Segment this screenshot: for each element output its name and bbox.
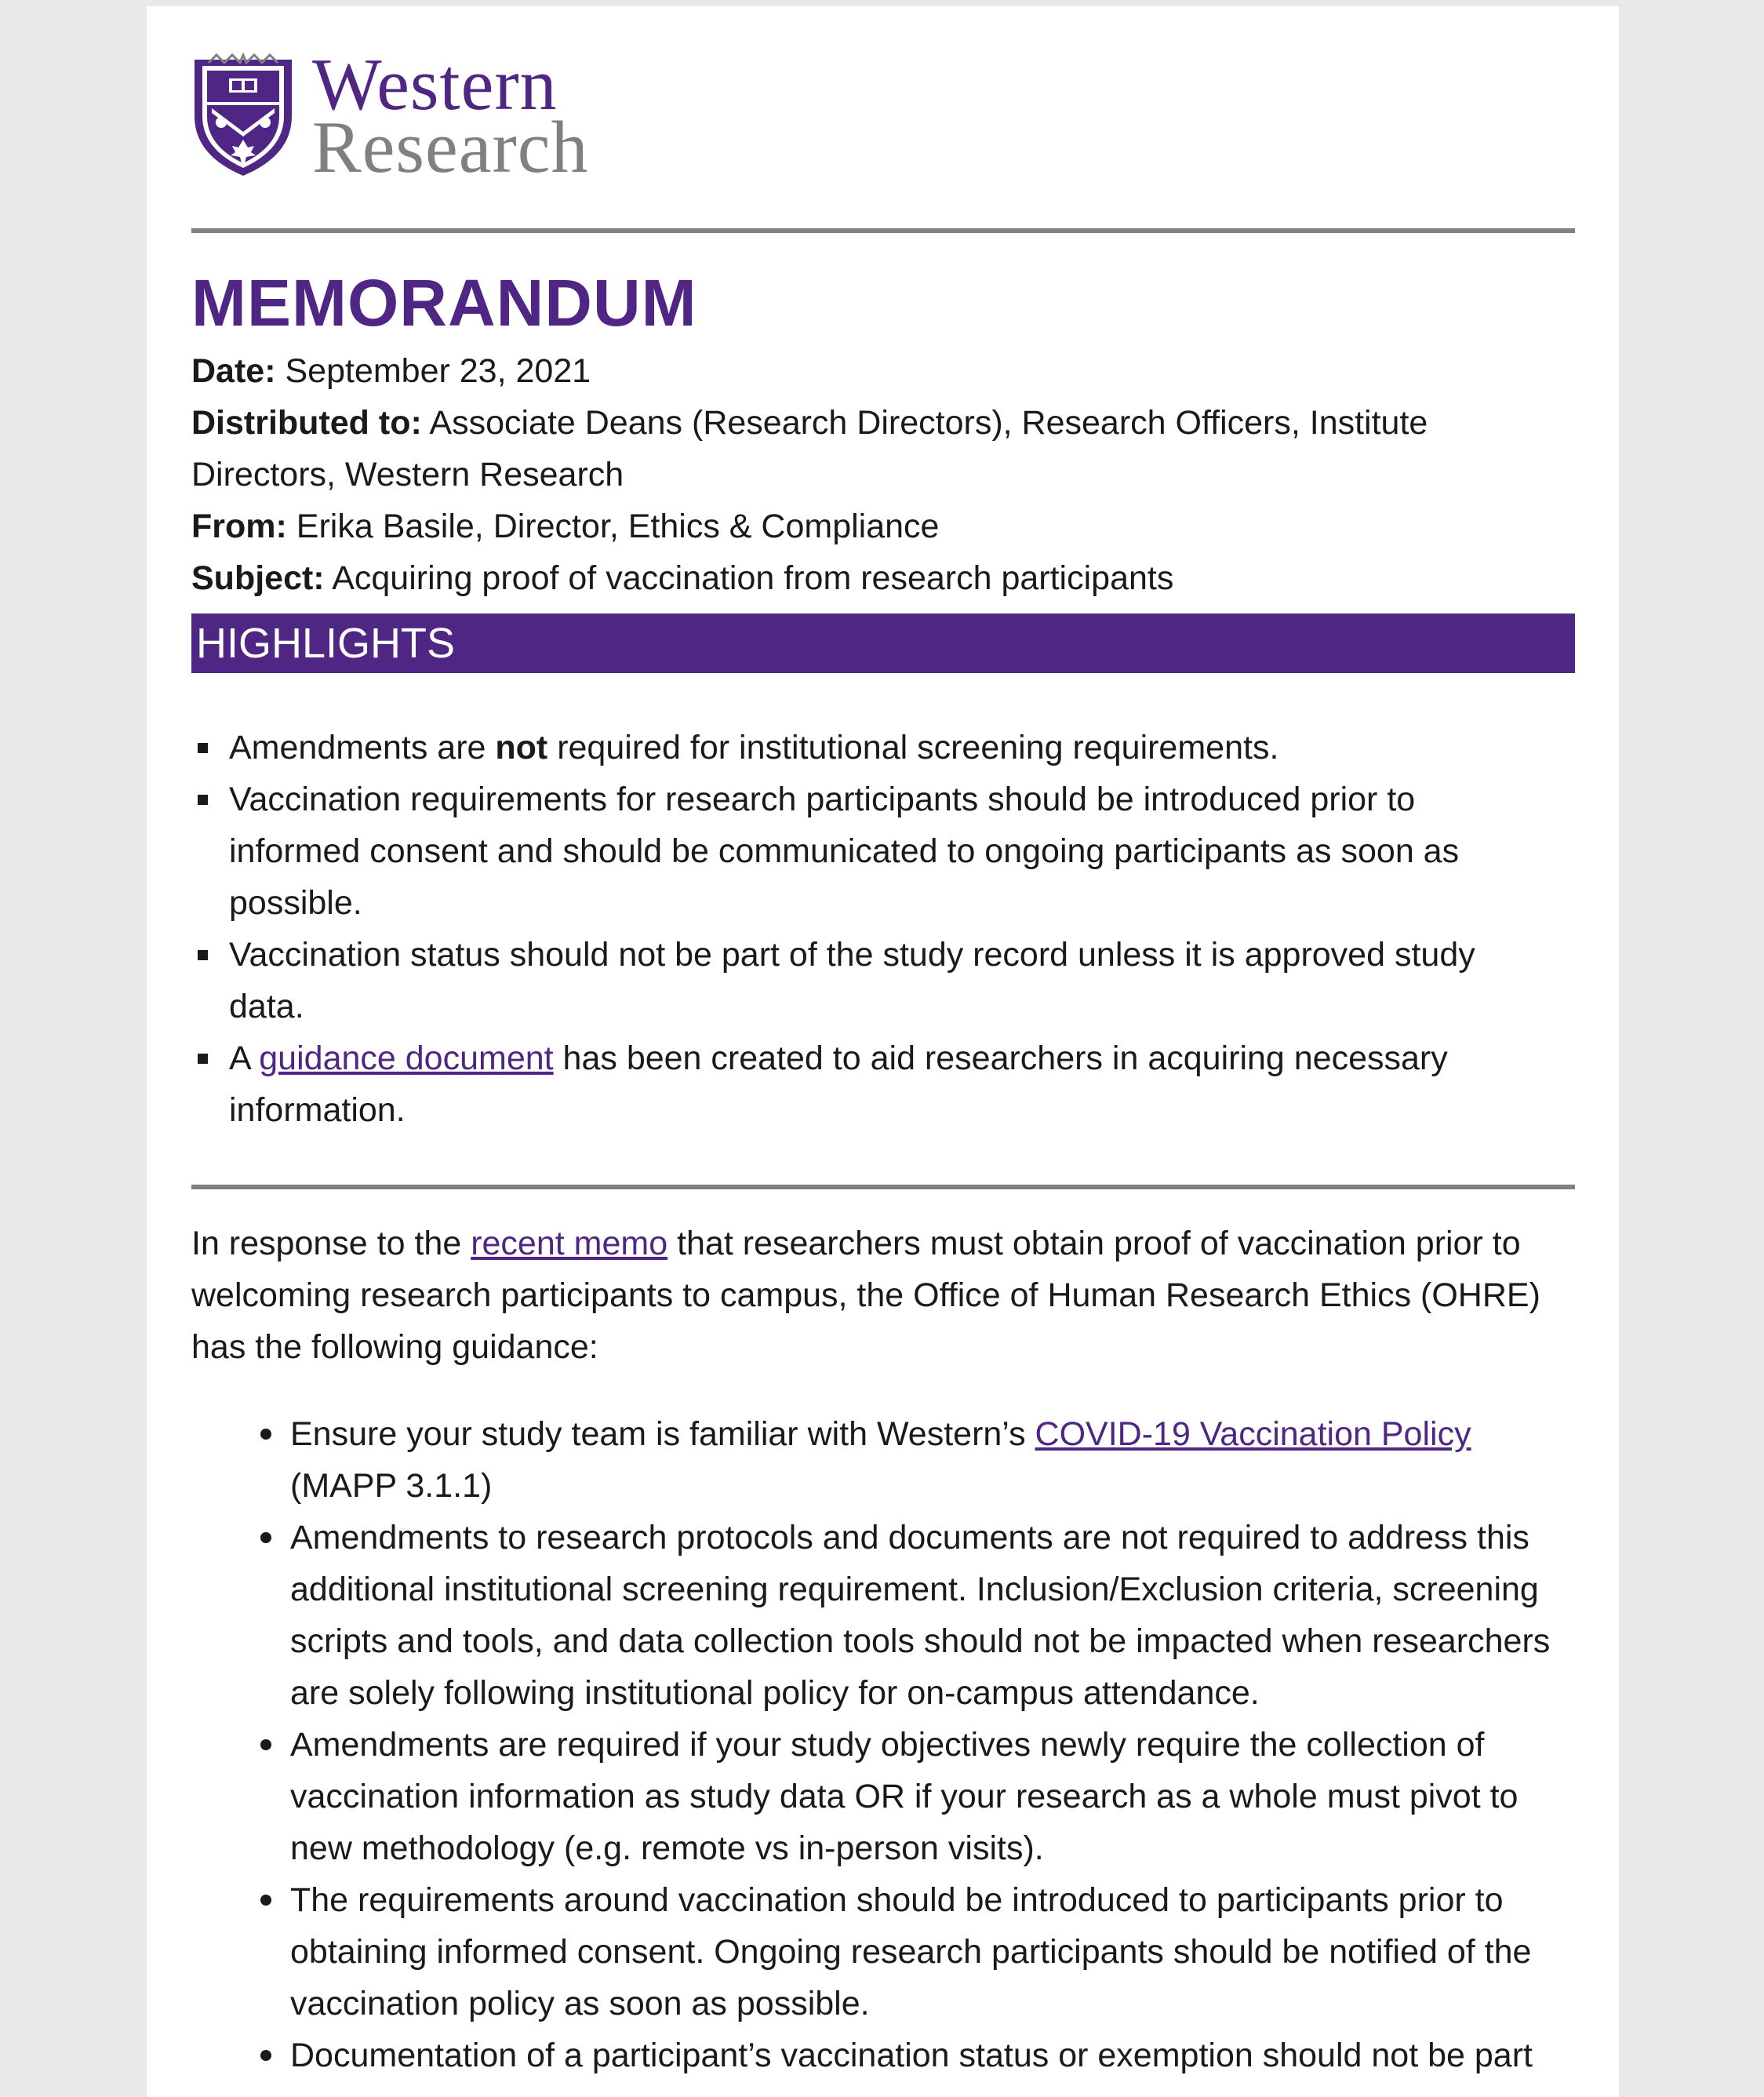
round-bullet-icon [260,2050,271,2061]
list-item [191,1874,1575,2030]
section-divider [191,1185,1575,1189]
highlights-heading: HIGHLIGHTS [191,613,1575,673]
guidance-text: Amendments to research protocols and documents are not required to address this additional institutional screening requirement. Inclusion/Exclusion criteria, screening scripts and tools, and data collection tools should not be impacted when researchers are solely following institutional policy for on-campus attendance. [290,1519,1551,1712]
list-item [191,1408,1575,1512]
guidance-text: Ensure your study team is familiar with Western’s [290,1415,1035,1453]
guidance-text: The requirements around vaccination should be introduced to participants prior to obtaining informed consent. Ongoing research participants should be notified of the vaccination policy as soon as possible. [290,1881,1532,2022]
from-label: From: [191,508,287,545]
square-bullet-icon [198,743,208,753]
guidance-text: Amendments are required if your study objectives newly require the collection of vaccination information as study data OR if your research as a whole must pivot to new methodology (e.g. remote vs in-person visits). [290,1726,1518,1867]
logo-line-research: Research [312,107,589,188]
highlight-text: Vaccination requirements for research participants should be introduced prior to informed consent and should be communicated to ongoing participants as soon as possible. [229,781,1460,922]
subject-label: Subject: [191,559,325,597]
highlight-emphasis: not [495,729,548,766]
round-bullet-icon [260,1895,271,1906]
memo-distribution [191,397,1575,501]
highlight-text: Vaccination status should not be part of the study record unless it is approved study data. [229,936,1475,1025]
date-label: Date: [191,352,276,390]
guidance-list [191,1408,1575,2081]
logo-wordmark [312,44,589,188]
round-bullet-icon [260,1532,271,1543]
square-bullet-icon [198,1054,208,1064]
list-item [191,1719,1575,1874]
intro-text: that researchers must obtain proof of vaccination prior to welcoming research participants to campus, the Office of Human Research Ethics (OHRE) has the following guidance: [191,1225,1540,1366]
distributed-value: Associate Deans (Research Directors), Research Officers, Institute Directors, Western Research [191,404,1428,493]
intro-text: In response to the [191,1225,471,1262]
date-value: September 23, 2021 [275,352,591,390]
subject-value: Acquiring proof of vaccination from research participants [324,559,1174,597]
highlight-text: Amendments are [229,729,496,766]
highlight-text: has been created to aid researchers in acquiring necessary information. [229,1039,1448,1129]
round-bullet-icon [260,1429,271,1440]
round-bullet-icon [260,1739,271,1750]
memo-subject [191,552,1575,604]
square-bullet-icon [198,795,208,805]
highlight-text: required for institutional screening requirements. [547,729,1279,766]
western-research-logo [191,44,589,188]
guidance-document-link[interactable]: guidance document [259,1039,554,1077]
guidance-text: Documentation of a participant’s vaccination status or exemption should not be part [290,2037,1533,2074]
list-item [191,1512,1575,1719]
highlights-list [191,722,1575,1136]
memo-title: MEMORANDUM [191,266,697,340]
memo-meta [191,345,1575,604]
list-item [191,774,1547,929]
memo-date [191,345,1575,397]
square-bullet-icon [198,950,208,960]
highlight-text: A [229,1039,260,1077]
vaccination-policy-link[interactable]: COVID-19 Vaccination Policy [1035,1415,1471,1453]
header-divider [191,228,1575,233]
memo-from [191,501,1575,552]
university-shield-icon [191,53,295,179]
intro-paragraph [191,1218,1575,1373]
memo-page [147,6,1619,2097]
logo-line-western: Western [312,44,558,126]
guidance-text: (MAPP 3.1.1) [290,1467,493,1505]
distributed-label: Distributed to: [191,404,422,442]
list-item [191,1032,1547,1136]
list-item [191,929,1547,1032]
recent-memo-link[interactable]: recent memo [471,1225,668,1262]
list-item [191,722,1547,774]
list-item [191,2030,1575,2081]
from-value: Erika Basile, Director, Ethics & Compliance [286,508,940,545]
